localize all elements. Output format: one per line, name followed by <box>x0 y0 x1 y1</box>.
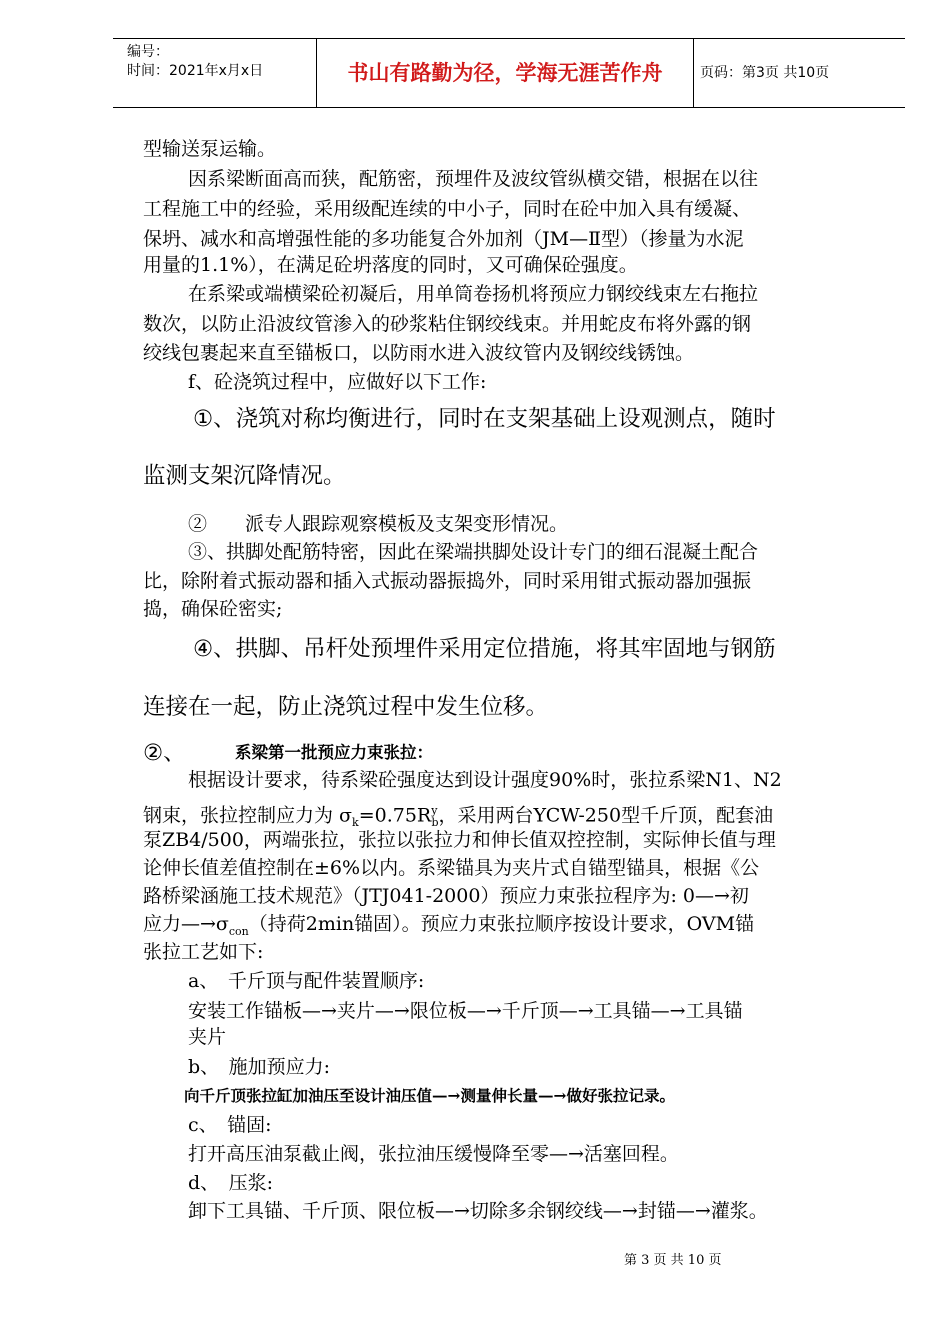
body-line: 路桥梁涵施工技术规范》（JTJ041-2000）预应力束张拉程序为: 0—→初 <box>143 885 749 907</box>
body-line: ③、拱脚处配筋特密，因此在梁端拱脚处设计专门的细石混凝土配合 <box>188 541 759 563</box>
con-line: 应力$—\to\sigma_{con}$（持荷2min锚固）。预应力束张拉顺序按设计要求，OVM锚 <box>143 913 755 938</box>
body-line: 数次，以防止沿波纹管渗入的砂浆粘住钢绞线束。并用蛇皮布将外露的钢 <box>143 313 752 335</box>
body-line: 论伸长值差值控制在±6%以内。系梁锚具为夹片式自锚型锚具，根据《公 <box>143 857 760 879</box>
serial-label: 编号： <box>127 44 169 60</box>
body-line: 比，除附着式振动器和插入式振动器振捣外，同时采用钳式振动器加强振 <box>143 570 752 592</box>
body-line: 工程施工中的经验，采用级配连续的中小子，同时在砼中加入具有缓凝、 <box>143 198 752 220</box>
body-line: 卸下工具锚、千斤顶、限位板—→切除多余钢绞线—→封锚—→灌浆。 <box>188 1200 768 1222</box>
body-line: ② 派专人跟踪观察模板及支架变形情况。 <box>188 513 569 535</box>
body-line: a、 千斤顶与配件装置顺序: <box>188 970 425 992</box>
page-footer: 第 3 页 共 10 页 <box>624 1253 722 1268</box>
stress-line: 钢束，张拉控制应力为 $\sigma_k=0.75R^y_b$，采用两台YCW-250型千斤顶，配套油 <box>143 804 774 830</box>
body-line: 泵ZB4/500，两端张拉，张拉以张拉力和伸长值双控控制，实际伸长值与理 <box>143 829 776 851</box>
body-line: 保坍、减水和高增强性能的多功能复合外加剂（JM—Ⅱ型）（掺量为水泥 <box>143 228 744 250</box>
header-page-number: 页码：第3页 共10页 <box>700 65 830 81</box>
page-header <box>113 38 905 108</box>
body-line: 根据设计要求，待系梁砼强度达到设计强度90%时，张拉系梁N1、N2 <box>188 769 782 791</box>
time-text: 时间：2021年x月x日 <box>127 63 264 79</box>
body-line: 型输送泵运输。 <box>143 138 277 160</box>
body-line: 安装工作锚板—→夹片—→限位板—→千斤顶—→工具锚—→工具锚 <box>188 1000 743 1022</box>
body-line: c、 锚固: <box>188 1114 272 1136</box>
body-line: 绞线包裹起来直至锚板口，以防雨水进入波纹管内及钢绞线锈蚀。 <box>143 342 695 364</box>
body-line: d、 压浆: <box>188 1172 274 1194</box>
emphasis-line: 监测支架沉降情况。 <box>143 463 346 489</box>
emphasis-line: ④、拱脚、吊杆处预埋件采用定位措施，将其牢固地与钢筋 <box>193 636 776 662</box>
body-line: 张拉工艺如下: <box>143 941 264 963</box>
emphasis-line: 连接在一起，防止浇筑过程中发生位移。 <box>143 694 549 720</box>
body-line: 因系梁断面高而狭，配筋密，预埋件及波纹管纵横交错，根据在以往 <box>188 168 759 190</box>
section-heading <box>143 740 433 766</box>
body-line: 用量的1.1%），在满足砼坍落度的同时，又可确保砼强度。 <box>143 254 638 276</box>
body-line: 夹片 <box>188 1026 227 1048</box>
body-line: 捣，确保砼密实; <box>143 598 283 620</box>
section-number: ②、 <box>143 740 186 766</box>
bold-line: 向千斤顶张拉缸加油压至设计油压值—→测量伸长量—→做好张拉记录。 <box>184 1086 675 1105</box>
header-motto: 书山有路勤为径，学海无涯苦作舟 <box>316 39 694 107</box>
body-line: 在系梁或端横梁砼初凝后，用单筒卷扬机将预应力钢绞线束左右拖拉 <box>188 283 759 305</box>
emphasis-line: ①、浇筑对称均衡进行，同时在支架基础上设观测点，随时 <box>193 406 776 432</box>
header-info-cell <box>113 39 316 107</box>
body-line: b、 施加预应力: <box>188 1056 331 1078</box>
section-title: 系梁第一批预应力束张拉： <box>235 743 433 762</box>
body-line: f、砼浇筑过程中，应做好以下工作: <box>188 371 487 393</box>
body-line: 打开高压油泵截止阀，张拉油压缓慢降至零—→活塞回程。 <box>188 1143 679 1165</box>
